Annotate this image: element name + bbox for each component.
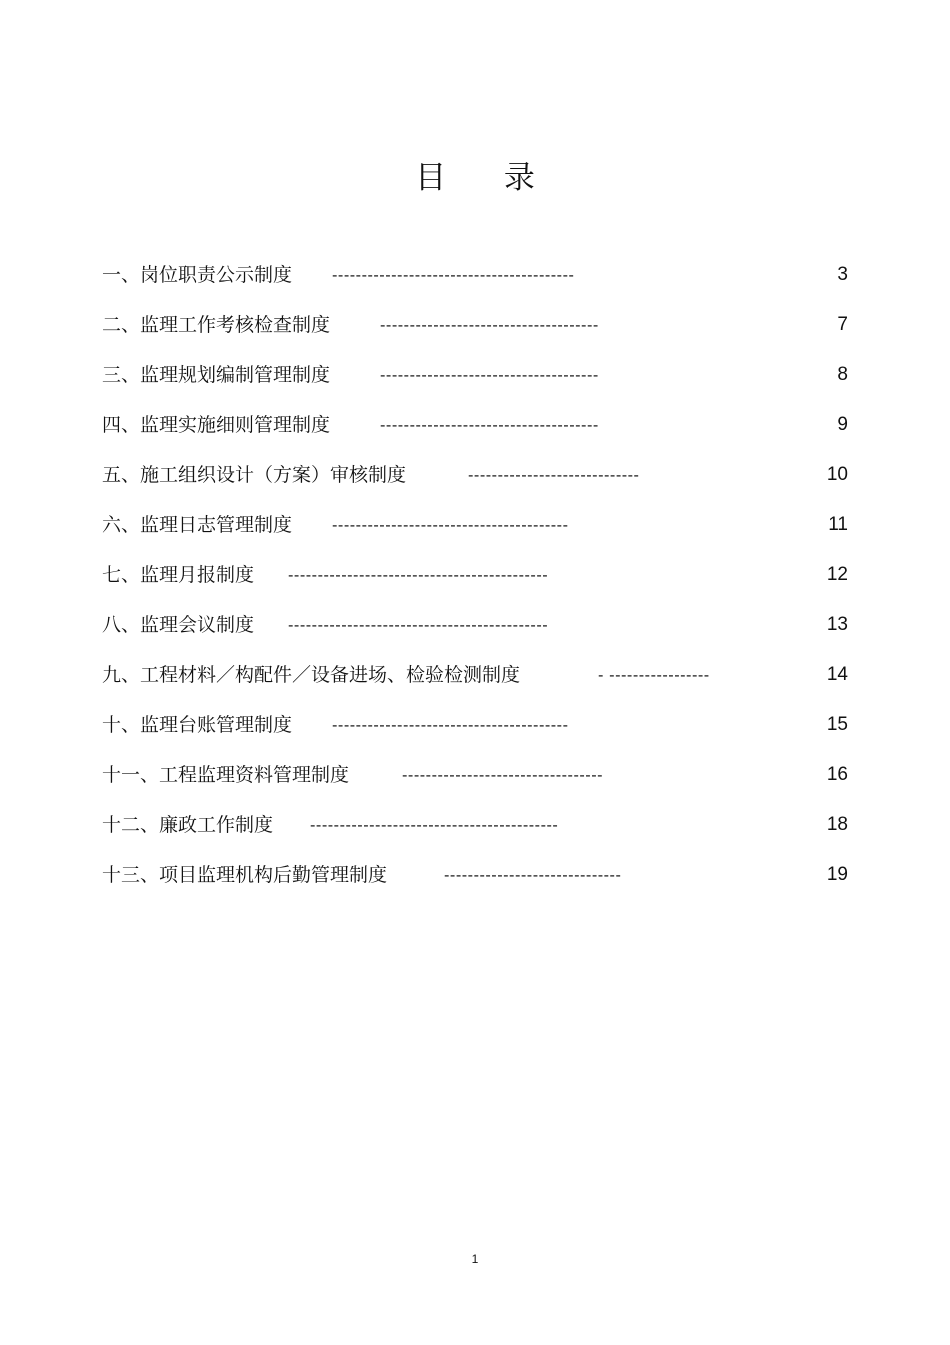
- toc-entry-page: 19: [826, 864, 848, 885]
- toc-entry-page: 9: [837, 414, 848, 435]
- table-of-contents: [102, 256, 848, 906]
- toc-entry[interactable]: [102, 406, 848, 456]
- toc-entry-label: 三、监理规划编制管理制度: [102, 364, 331, 386]
- toc-entry-leader: ----------------------------------------: [332, 716, 569, 734]
- toc-entry-page: 7: [837, 314, 848, 335]
- toc-entry[interactable]: [102, 506, 848, 556]
- toc-entry-page: 18: [826, 814, 848, 835]
- toc-entry-page: 3: [837, 264, 848, 285]
- footer-page-number: 1: [471, 1252, 479, 1266]
- toc-entry-page: 12: [826, 564, 848, 585]
- toc-entry-leader: --------------------------------------------: [288, 616, 549, 634]
- toc-entry[interactable]: [102, 856, 848, 906]
- toc-entry-leader: -----------------------------------------: [332, 266, 575, 284]
- toc-entry[interactable]: [102, 706, 848, 756]
- toc-entry-page: 14: [826, 664, 848, 685]
- toc-entry-leader: ----------------------------------: [402, 766, 604, 784]
- toc-entry-label: 一、岗位职责公示制度: [102, 264, 293, 286]
- toc-entry-leader: -----------------------------: [468, 466, 640, 484]
- toc-entry[interactable]: [102, 606, 848, 656]
- toc-entry-page: 11: [828, 514, 848, 535]
- toc-entry-leader: -------------------------------------: [380, 316, 599, 334]
- toc-entry[interactable]: [102, 556, 848, 606]
- toc-entry-label: 二、监理工作考核检查制度: [102, 314, 331, 336]
- toc-entry-label: 八、监理会议制度: [102, 614, 255, 636]
- toc-entry-page: 15: [826, 714, 848, 735]
- toc-entry-label: 七、监理月报制度: [102, 564, 255, 586]
- toc-entry-leader: -------------------------------------: [380, 416, 599, 434]
- toc-entry-label: 四、监理实施细则管理制度: [102, 414, 331, 436]
- toc-entry-page: 10: [826, 464, 848, 485]
- toc-entry[interactable]: [102, 256, 848, 306]
- toc-entry-label: 十、监理台账管理制度: [102, 714, 293, 736]
- toc-entry-leader: --------------------------------------------: [288, 566, 549, 584]
- toc-entry-label: 九、工程材料／构配件／设备进场、检验检测制度: [102, 664, 521, 686]
- toc-entry-leader: ------------------------------: [444, 866, 622, 884]
- toc-entry-label: 十三、项目监理机构后勤管理制度: [102, 864, 388, 886]
- toc-entry[interactable]: [102, 356, 848, 406]
- toc-entry[interactable]: [102, 806, 848, 856]
- toc-entry-leader: -------------------------------------: [380, 366, 599, 384]
- toc-entry[interactable]: [102, 656, 848, 706]
- toc-entry-label: 十二、廉政工作制度: [102, 814, 274, 836]
- toc-entry-label: 十一、工程监理资料管理制度: [102, 764, 350, 786]
- toc-entry-leader: ------------------------------------------: [310, 816, 559, 834]
- toc-entry-label: 五、施工组织设计（方案）审核制度: [102, 464, 407, 486]
- page-title: 目 录: [415, 160, 559, 196]
- toc-entry[interactable]: [102, 306, 848, 356]
- toc-entry-leader: ----------------------------------------: [332, 516, 569, 534]
- toc-entry-leader: - -----------------: [598, 666, 710, 684]
- toc-entry[interactable]: [102, 456, 848, 506]
- toc-entry-page: 8: [837, 364, 848, 385]
- toc-entry[interactable]: [102, 756, 848, 806]
- toc-entry-page: 13: [826, 614, 848, 635]
- toc-entry-page: 16: [826, 764, 848, 785]
- toc-entry-label: 六、监理日志管理制度: [102, 514, 293, 536]
